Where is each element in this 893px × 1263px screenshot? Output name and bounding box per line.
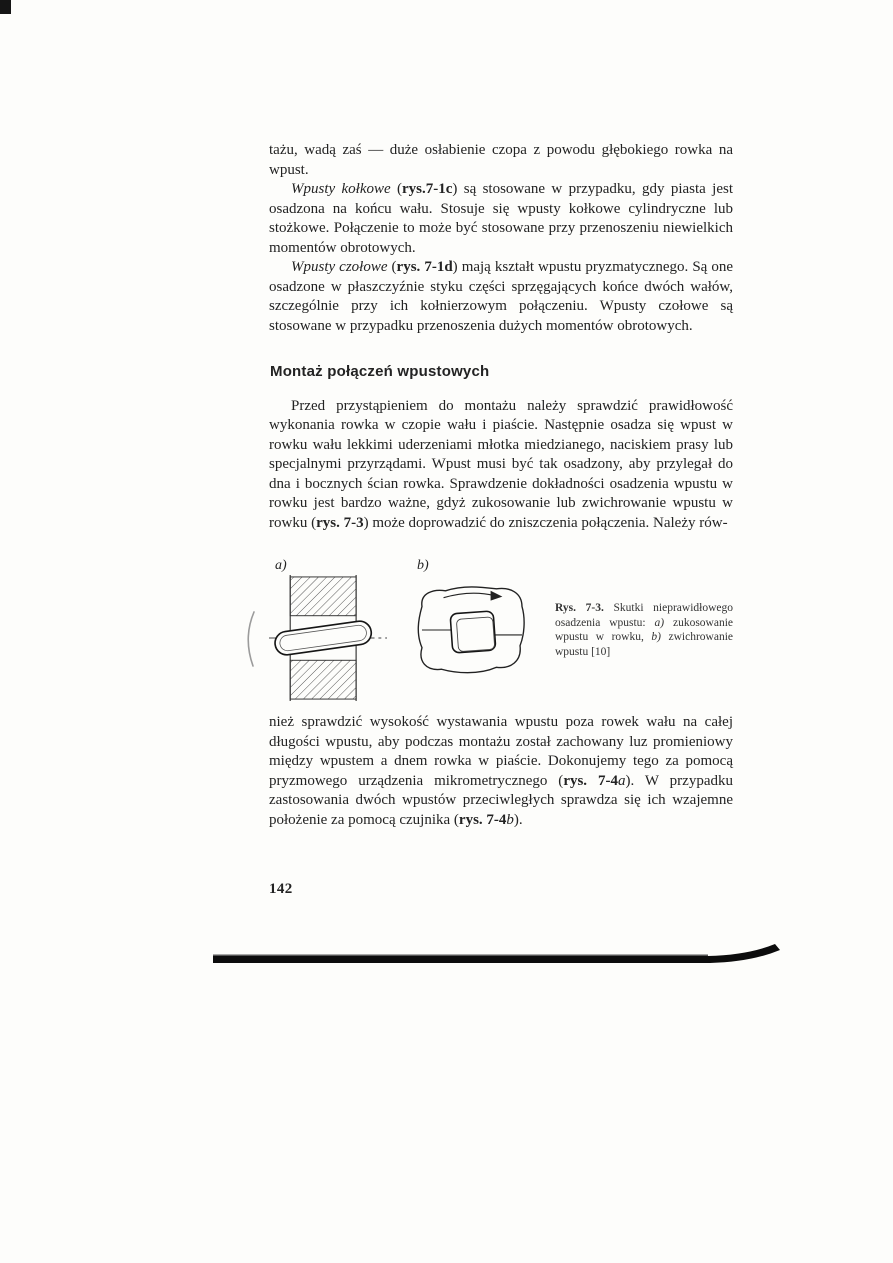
figure-reference: rys. 7-3 (316, 514, 364, 531)
paragraph-montaz (269, 397, 733, 534)
caption-italic-a: a) (654, 616, 665, 629)
paragraph-niez-sprawdzic (269, 713, 733, 830)
caption-text: zukosowanie wpustu w rowku, (555, 616, 733, 644)
caption-text: zwichrowanie wpustu [10] (555, 631, 733, 658)
paragraph-text: tażu, wadą zaś — duże osłabienie czopa z powodu głębokiego rowka na wpust. (269, 142, 733, 178)
figure-reference: rys. 7-4 (563, 772, 618, 789)
page-number: 142 (269, 881, 293, 897)
figure-panel-b (411, 559, 531, 681)
figure-label-b: b) (417, 558, 429, 573)
paragraph-text: Przed przystąpieniem do montażu należy sprawdzić prawidłowość wykonania rowka w czopie wału i piaście. Następnie osadza się wpust w rowku wału lekkimi uderzeniami młotka miedzianego, naciskiem prasy lub specjalnymi przyrządami. Wpust musi być tak osadzony, aby przylegał do dna i bocznych ścian rowka. Sprawdzenie dokładności osadzenia wpustu w rowku jest bardzo ważne, gdyż zukosowanie lub zwichrowanie wpustu w rowku ( (269, 397, 733, 531)
figure-panel-a (269, 559, 387, 701)
figure-caption (555, 559, 733, 659)
italic-lead: Wpusty kołkowe (291, 181, 391, 197)
italic-lead: Wpusty czołowe (291, 259, 388, 275)
paragraph-text: ( (387, 259, 397, 275)
paragraph-wpusty-czolowe (269, 258, 733, 336)
section-heading: Montaż połączeń wpustowych (270, 363, 490, 380)
scan-edge-bar (213, 942, 788, 968)
paragraph-continuation (269, 141, 733, 180)
figure-label-a: a) (275, 558, 287, 573)
figure-reference: rys.7-1c (402, 181, 453, 197)
figure-reference-letter: b (506, 811, 514, 828)
pen-stray-mark (242, 610, 264, 670)
figure-reference: rys. 7-4 (458, 811, 507, 828)
caption-text: Skutki nieprawidłowego osadzenia wpustu: (555, 602, 733, 629)
paragraph-text: ) mają kształt wpustu pryzmatycznego. Są one osadzone w płaszczyźnie styku części sprzęgających końce dwóch wałów, szczególnie przy ich kołnierzowym połączeniu. Wpusty czołowe są stosowane w przypadku przenoszenia dużych momentów obrotowych. (269, 259, 734, 334)
paragraph-text: nież sprawdzić wysokość wystawania wpustu poza rowek wału na całej długości wpustu, aby podczas montażu został zachowany luz promieniowy między wpustem a dnem rowka w piaście. Dokonujemy tego za pomocą pryzmowego urządzenia mikrometrycznego ( (269, 714, 733, 789)
figure-rys-7-3 (269, 559, 733, 701)
diagram-skewed-key-icon (269, 575, 387, 701)
scan-corner-artifact (0, 0, 11, 14)
paragraph-text: ) są stosowane w przypadku, gdy piasta jest osadzona na końcu wału. Stosuje się wpusty kołkowe cylindryczne lub stożkowe. Połączenie to może być stosowane przy przenoszeniu niewielkich momentów obrotowych. (269, 181, 733, 256)
caption-italic-b: b) (651, 631, 661, 644)
paragraph-text: ). (513, 811, 523, 828)
figure-reference-letter: a (617, 772, 626, 789)
text-column (269, 141, 733, 900)
paragraph-wpusty-kolkowe (269, 180, 733, 258)
paragraph-text: ) może doprowadzić do zniszczenia połączenia. Należy rów- (363, 514, 728, 531)
figure-reference: rys. 7-1d (396, 259, 453, 275)
paragraph-text: ). W przypadku zastosowania dwóch wpustów przeciwległych sprawdza się ich wzajemne położenie za pomocą czujnika ( (269, 772, 733, 828)
caption-figure-number: Rys. 7-3. (555, 602, 604, 614)
paragraph-text: ( (390, 181, 402, 197)
diagram-twisted-key-icon (411, 581, 531, 681)
